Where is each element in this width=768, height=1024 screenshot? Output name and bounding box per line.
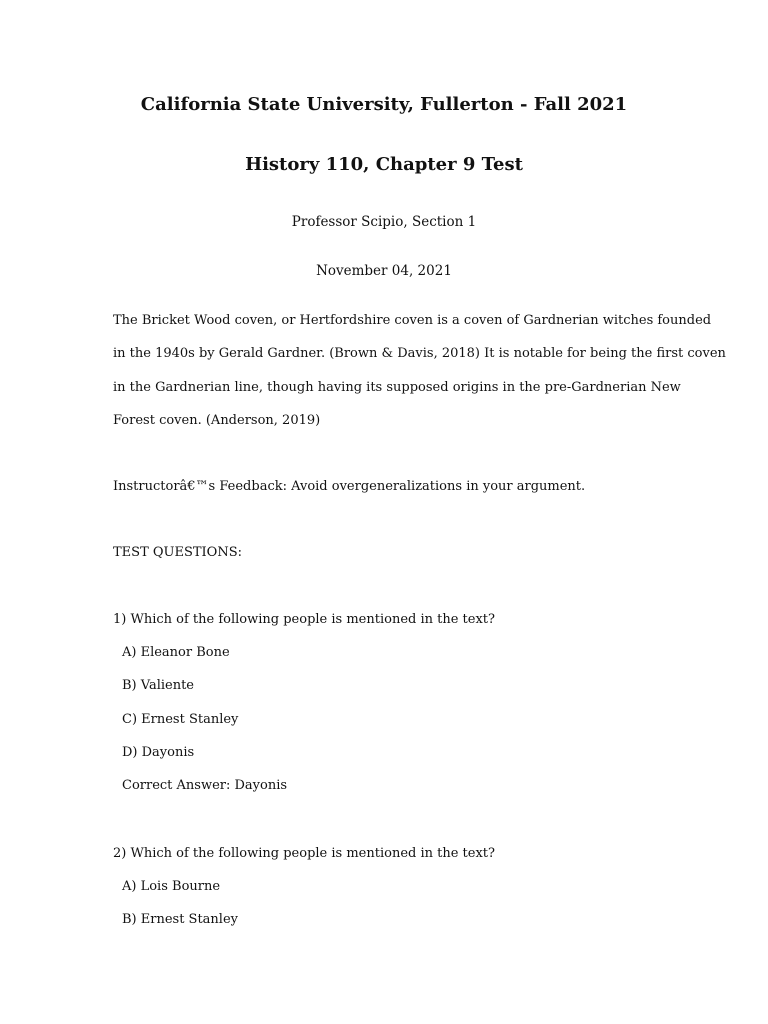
- passage-line: The Bricket Wood coven, or Hertfordshire coven is a coven of Gardnerian witches founded: [113, 313, 712, 328]
- test-title: History 110, Chapter 9 Test: [245, 154, 523, 175]
- question-2-prompt: 2) Which of the following people is mentioned in the text?: [113, 846, 495, 861]
- test-questions-label: TEST QUESTIONS:: [113, 545, 243, 560]
- question-1-prompt: 1) Which of the following people is mentioned in the text?: [113, 612, 495, 627]
- question-1-correct-answer: Correct Answer: Dayonis: [122, 778, 288, 793]
- instructor-feedback: Instructorâ€™s Feedback: Avoid overgeneralizations in your argument.: [113, 479, 586, 494]
- professor-line: Professor Scipio, Section 1: [291, 214, 477, 230]
- passage: [113, 304, 726, 437]
- date-line: November 04, 2021: [316, 263, 452, 279]
- passage-line: in the 1940s by Gerald Gardner. (Brown & Davis, 2018) It is notable for being the first coven: [113, 346, 726, 362]
- question-2-option-b: B) Ernest Stanley: [122, 912, 239, 927]
- question-1-option-b: B) Valiente: [122, 678, 195, 693]
- question-2-option-a: A) Lois Bourne: [122, 879, 221, 894]
- question-1-option-a: A) Eleanor Bone: [122, 645, 230, 660]
- university-heading: California State University, Fullerton - Fall 2021: [140, 94, 628, 115]
- passage-line: in the Gardnerian line, though having its supposed origins in the pre-Gardnerian New: [113, 379, 681, 395]
- question-1-option-d: D) Dayonis: [122, 745, 195, 760]
- question-1-option-c: C) Ernest Stanley: [122, 712, 239, 727]
- passage-line: Forest coven. (Anderson, 2019): [113, 412, 321, 428]
